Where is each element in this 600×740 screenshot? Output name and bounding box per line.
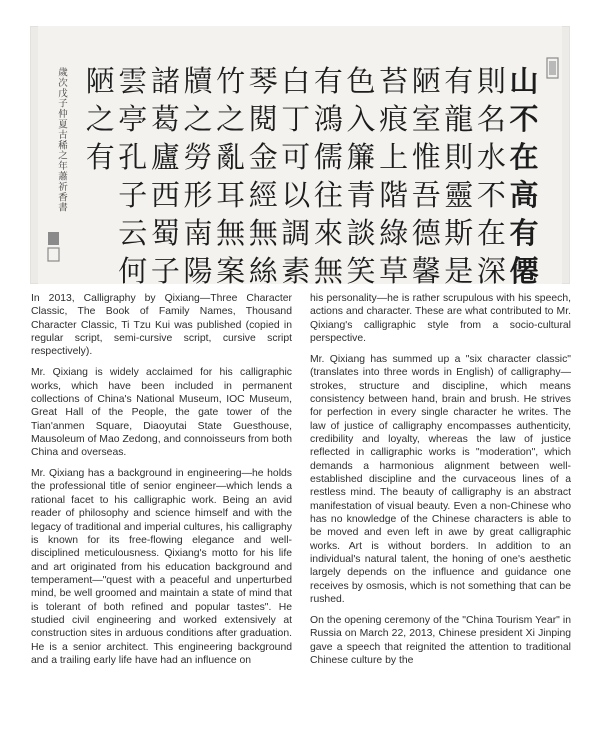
inscription-char: 年 [58,161,68,173]
inscription-char: 戊 [58,88,68,100]
calligraphy-char: 陋 [85,63,115,98]
calligraphy-char: 閱 [248,101,278,136]
calligraphy-char: 有 [444,63,474,98]
calligraphy-char: 名 [476,101,506,136]
inscription-char: 書 [58,202,68,214]
article-paragraph: On the opening ceremony of the "China Tourism Year" in Russia on March 22, 2013, Chinese president Xi Jinping gave a speech that reignited the attention to traditional Chinese culture by the [310,614,571,666]
calligraphy-char: 諸 [150,63,180,98]
inscription-char: 子 [58,98,68,110]
calligraphy-char: 有 [509,215,539,250]
calligraphy-char: 高 [509,177,539,212]
calligraphy-char: 惟 [411,139,441,174]
inscription-char: 歲 [58,67,68,79]
calligraphy-char: 水 [476,139,506,174]
calligraphy-char: 龍 [444,101,474,136]
calligraphy-char: 是 [444,253,474,284]
article-left-column [31,292,292,675]
calligraphy-char: 廬 [150,139,180,174]
calligraphy-char: 以 [281,177,311,212]
calligraphy-char: 可 [281,139,311,174]
calligraphy-char: 云 [118,215,148,250]
calligraphy-char: 南 [183,215,213,250]
calligraphy-char: 草 [379,253,409,284]
calligraphy-char: 子 [118,177,148,212]
article-body [31,292,571,675]
calligraphy-char: 無 [248,215,278,250]
calligraphy-char: 則 [476,63,506,98]
inscription-char: 次 [58,77,68,89]
calligraphy-char: 斯 [444,215,474,250]
calligraphy-char: 青 [346,177,376,212]
calligraphy-char: 葛 [150,101,180,136]
calligraphy-char: 亂 [216,139,246,174]
calligraphy-char: 入 [346,101,376,136]
article-right-column [310,292,571,675]
calligraphy-char: 無 [313,253,343,284]
inscription-char: 仲 [58,109,68,121]
calligraphy-char: 僊 [509,253,539,284]
calligraphy-char: 白 [281,63,311,98]
calligraphy-char: 雲 [118,63,148,98]
calligraphy-char: 靈 [444,177,474,212]
calligraphy-char: 丁 [281,101,311,136]
inscription-char: 祈 [58,181,68,193]
calligraphy-char: 案 [216,253,246,284]
calligraphy-char: 談 [346,215,376,250]
calligraphy-char: 金 [248,139,278,174]
calligraphy-char: 耳 [216,177,246,212]
calligraphy-char: 蜀 [150,215,180,250]
calligraphy-char: 亭 [118,101,148,136]
calligraphy-char: 痕 [379,101,409,136]
calligraphy-char: 則 [444,139,474,174]
inscription-char: 夏 [58,119,68,131]
inscription-char: 古 [58,129,68,141]
calligraphy-char: 深 [476,253,506,284]
calligraphy-char: 有 [313,63,343,98]
calligraphy-char: 來 [313,215,343,250]
inscription-char: 香 [58,192,68,204]
page-bottom-edge [0,728,600,740]
article-paragraph: Mr. Qixiang has a background in engineering—he holds the professional title of senior engineer—which lends a rational facet to his calligraphic work. Being an avid reader of philosophy and science himself and with the legacy of traditional and imperial cultures, his calligraphy is known for its free-flowing elegance and well-disciplined meticulousness. Qixiang's motto for his life and art originated from his education background and temperament—"quest with a peaceful and unperturbed mind, be well groomed and maintain a state of mind that is tolerant of both refined and popular tastes". He studied civil engineering and worked extensively at construction sites in arduous conditions after graduation. He is a senior architect. This engineering background and a trailing early life have had an influence on [31,468,292,666]
calligraphy-char: 竹 [216,63,246,98]
seal-stamp-bottom-left [48,232,59,245]
calligraphy-char: 往 [313,177,343,212]
calligraphy-char: 上 [379,139,409,174]
calligraphy-char: 素 [281,253,311,284]
calligraphy-char: 陽 [183,253,213,284]
calligraphy-svg [30,26,570,284]
calligraphy-char: 琴 [248,63,278,98]
calligraphy-char: 不 [476,177,506,212]
inscription-char: 稀 [58,140,68,152]
calligraphy-char: 馨 [411,253,441,284]
calligraphy-char: 牘 [183,63,213,98]
calligraphy-char: 有 [85,139,115,174]
calligraphy-char: 之 [183,101,213,136]
article-paragraph: his personality—he is rather scrupulous with his speech, actions and character. These are what contributed to Mr. Qixiang's calligraphic style from a socio-cultural perspective. [310,293,571,345]
calligraphy-char: 形 [183,177,213,212]
calligraphy-char: 之 [85,101,115,136]
calligraphy-char: 之 [216,101,246,136]
calligraphy-char: 笑 [346,253,376,284]
calligraphy-char: 簾 [346,139,376,174]
article-paragraph: In 2013, Calligraphy by Qixiang—Three Character Classic, The Book of Family Names, Thousand Character Classic, Ti Tzu Kui was published (copied in regular script, semi-cursive script, cursive script respectively). [31,293,292,358]
calligraphy-char: 陋 [411,63,441,98]
calligraphy-char: 在 [509,139,539,174]
calligraphy-char: 山 [509,63,539,98]
calligraphy-char: 經 [248,177,278,212]
calligraphy-char: 孔 [118,139,148,174]
article-paragraph: Mr. Qixiang is widely acclaimed for his calligraphic works, which have been included in permanent collections of China's National Museum, IOC Museum, Great Hall of the People, the gate tower of the Tian'anmen Square, Diaoyutai State Guesthouse, Mausoleum of Mao Zedong, and connoisseurs from both China and overseas. [31,367,292,459]
inscription-char: 之 [58,150,68,162]
inscription-char: 蕭 [58,171,68,183]
calligraphy-char: 室 [411,101,441,136]
calligraphy-char: 西 [150,177,180,212]
calligraphy-char: 何 [118,253,148,284]
calligraphy-char: 階 [379,177,409,212]
calligraphy-char: 無 [216,215,246,250]
calligraphy-columns [58,64,538,284]
calligraphy-artwork [30,26,570,284]
calligraphy-char: 不 [509,101,539,136]
calligraphy-char: 德 [411,215,441,250]
calligraphy-char: 吾 [411,177,441,212]
calligraphy-char: 苔 [379,63,409,98]
calligraphy-char: 絲 [248,253,278,284]
calligraphy-char: 在 [476,215,506,250]
calligraphy-char: 勞 [183,139,213,174]
calligraphy-char: 儒 [313,139,343,174]
calligraphy-char: 綠 [379,215,409,250]
article-paragraph: Mr. Qixiang has summed up a "six character classic" (translates into three words in English) of calligraphy—strokes, structure and discipline, which means consistency between hand, brain and brush. He strives for perfection in every single character he writes. The law of justice of calligraphy encompasses authenticity, credibility and loyalty, whereas the law of justice reflected in calligraphic works is "moderation", which demands a harmonious alignment between well-established discipline and the curvaceous lines of a restless mind. The beauty of calligraphy is an abstract manifestation of visual beauty. Even a non-Chinese who has no knowledge of the Chinese characters is able to be moved and even left in awe by great calligraphic works. Art is without borders. In addition to an individual's natural talent, the honing of one's aesthetic largely depends on the influence and guidance one receives by osmosis, which is not something that can be rushed. [310,353,571,606]
calligraphy-char: 鴻 [313,101,343,136]
calligraphy-char: 子 [150,253,180,284]
calligraphy-char: 色 [346,63,376,98]
calligraphy-char: 調 [281,215,311,250]
